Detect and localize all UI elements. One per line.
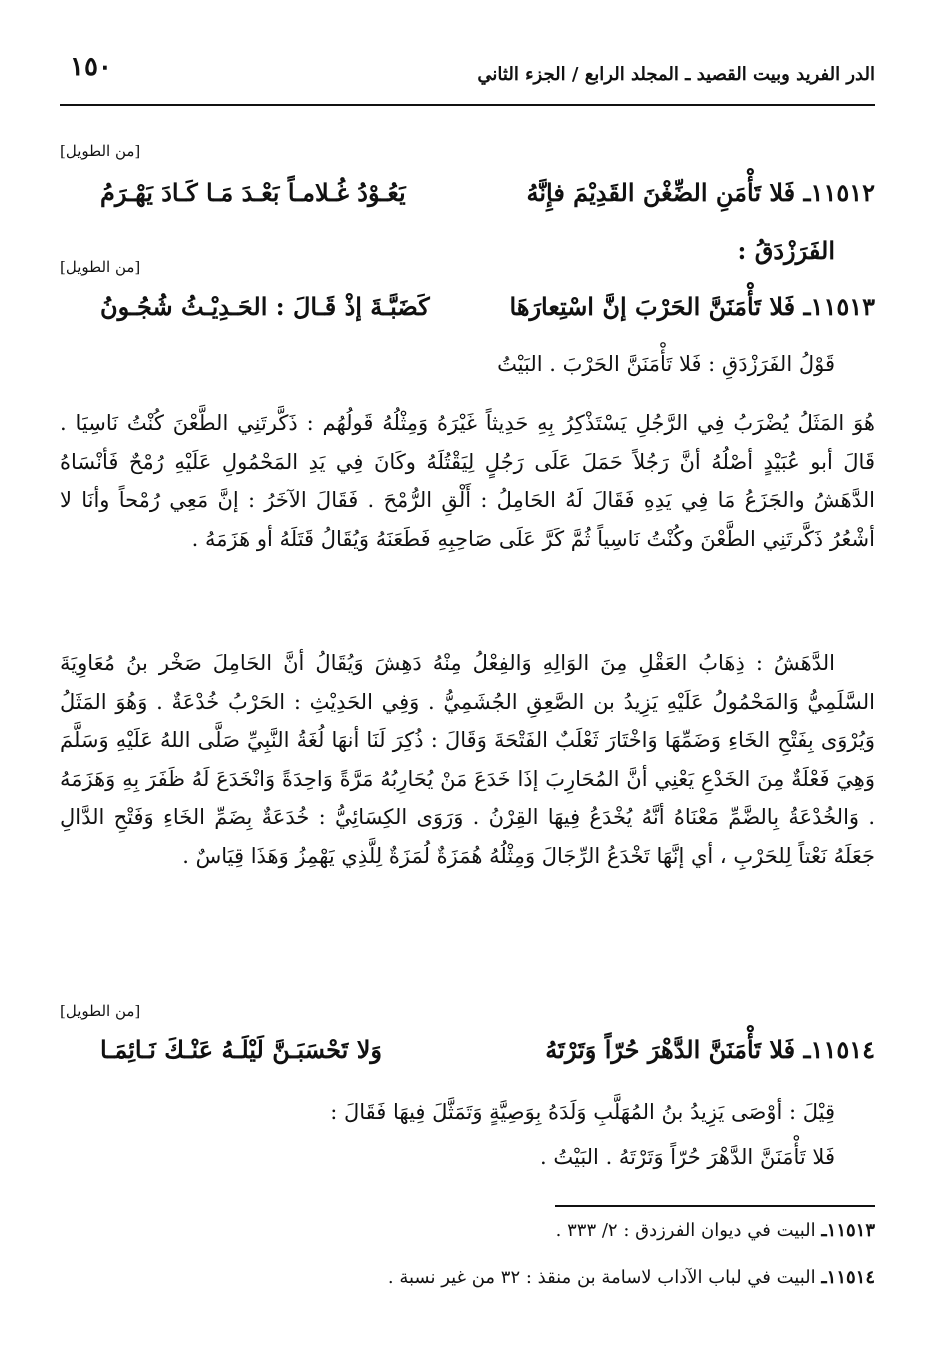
footnote [388, 1267, 875, 1288]
verse-first-hemistich [545, 1035, 875, 1064]
commentary-paragraph: هُوَ المَثَلُ يُضْرَبُ فِي الرَّجُلِ يَسْتَذْكِرُ بِهِ حَدِيثاً غَيْرَهُ وَمِثْلُهُ قَولُهُم : ذَكَّرتَنِي الطَّعْنَ كُنْتُ نَاسِيَا . قَالَ أبو عُبَيْدٍ أصْلُهُ أنَّ رَجُلاً حَمَلَ عَلَى رَجُلٍ لِيَقْتُلَهُ وكَانَ فِي يَدِ المَحْمُولِ عَلَيْهِ رُمْحٌ فَأنْسَاهُ الدَّهَشُ والجَزَعُ مَا فِي يَدِهِ فَقَالَ لَهُ الحَامِلُ : أَلْقِ الرُّمْحَ . فَقَالَ الآخَرُ : إنَّ مَعِي رُمْحاً وأنَا لا أشْعُرُ ذَكَّرتَنِي الطَّعْنَ وكُنْتُ نَاسِياً ثُمَّ كَرَّ عَلَى صَاحِبِهِ فَطَعَنَهُ وَيُقَالُ قَتَلَهُ أو هَزَمَهُ . [60, 411, 875, 551]
verse-first-hemistich [510, 292, 876, 321]
verse-second-hemistich: كَضَبَّـةَ إذْ قَـالَ : الحَـدِيْـثُ شُجُـونُ [100, 292, 430, 321]
page-header [60, 52, 875, 96]
verse-second-hemistich: يَعُـوْدُ غُـلامـاً بَعْـدَ مَـا كَـادَ يَهْـرَمُ [100, 178, 406, 207]
verse-11512 [60, 178, 875, 218]
page-number: ١٥٠ [70, 52, 112, 82]
footnote-text: البيت في ديوان الفرزدق : ٢/ ٣٣٣ . [555, 1220, 816, 1241]
book-page [60, 40, 875, 1330]
verse-second-hemistich: وَلا تَحْسَبَـنَّ لَيْلَـهُ عَنْـكَ نَـائِمَـا [100, 1035, 382, 1064]
commentary-line: فَلا تَأْمَنَنَّ الدَّهْرَ حُرّاً وَتَرْتَهُ . البَيْتُ . [540, 1145, 835, 1169]
verse-first-hemistich [526, 178, 875, 207]
poet-name: الفَرَزْدَقُ : [737, 236, 835, 265]
commentary-intro: قَوْلُ الفَرَزْدَقِ : فَلا تَأْمَنَنَّ الحَرْبَ . البَيْتُ [497, 352, 835, 376]
meter-label: [من الطويل] [60, 1002, 141, 1020]
commentary-paragraph: الدَّهَشُ : ذِهَابُ العَقْلِ مِنَ الوَالِهِ وَالفِعْلُ مِنْهُ دَهِشَ وَيُقَالُ أنَّ الحَامِلَ صَخْر بنُ مُعَاوِيَةَ السَّلَمِيُّ وَالمَحْمُولُ عَلَيْهِ يَزِيدُ بن الصَّعِقِ الجُشَمِيُّ . وَفِي الحَدِيْثِ : الحَرْبُ خُدْعَةٌ . وَهُوَ المَثَلُ وَيُرْوَى بِفَتْحِ الخَاءِ وَضَمِّهَا وَاخْتَارَ ثَعْلَبٌ الفَتْحَةَ وَقَالَ : ذُكِرَ لَنَا أنهَا لُغَةُ النَّبِيِّ صَلَّى اللهُ عَلَيْهِ وَسَلَّمَ وَهِيَ فَعْلَةٌ مِنَ الخَدْعِ يَعْنِي أنَّ المُحَارِبَ إذَا خَدَعَ مَنْ يُحَارِبُهُ مَرَّةً وَاحِدَةً وَانْخَدَعَ لَهُ ظَفَرَ بِهِ وَهَزَمَهُ . وَالخُدْعَةُ بِالضَّمِّ مَعْنَاهُ أنَّهُ يُخْدَعُ فِيهَا القِرْنُ . وَرَوَى الكِسَائِيُّ : خُدَعَةٌ بِضَمِّ الخَاءِ وَفَتْحِ الدَّالِ جَعَلَهُ نَعْتاً لِلحَرْبِ ، أي إنَّهَا تَخْدَعُ الرِّجَالَ وَمِثْلُهُ هُمَزَةٌ لُمَزَةٌ لِلَّذِي يَهْمِزُ وَهَذَا قِيَاسٌ . [60, 651, 875, 868]
verse-number: ١١٥١٢ـ [803, 178, 875, 207]
verse-11513 [60, 292, 875, 332]
running-head: الدر الفريد وبيت القصيد ـ المجلد الرابع / الجزء الثاني [477, 64, 875, 85]
hemistich-text: فَلا تَأْمَنَنَّ الدَّهْرَ حُرّاً وَتَرْتَهُ [545, 1035, 796, 1064]
header-rule [60, 104, 875, 106]
verse-11514 [60, 1035, 875, 1075]
footnote [556, 1220, 875, 1241]
commentary-line: قِيْلَ : أوْصَى يَزِيدُ بنُ المُهَلَّبِ وَلَدَهُ بِوَصِيَّةٍ وَتَمَثَّلَ فِيهَا فَقَالَ : [330, 1100, 835, 1124]
hemistich-text: فَلا تَأْمَنَنَّ الحَرْبَ إنَّ اسْتِعارَهَا [509, 292, 796, 321]
meter-label: [من الطويل] [60, 142, 141, 160]
meter-label: [من الطويل] [60, 258, 141, 276]
footnote-rule [555, 1205, 875, 1207]
footnote-number: ١١٥١٤ـ [821, 1267, 875, 1288]
hemistich-text: فَلا تَأْمَنِ الضِّغْنَ القَدِيْمَ فإِنَّهُ [526, 178, 796, 207]
footnote-text: البيت في لباب الآداب لاسامة بن منقذ : ٣٢ من غير نسبة . [387, 1267, 816, 1288]
footnote-number: ١١٥١٣ـ [821, 1220, 875, 1241]
verse-number: ١١٥١٤ـ [803, 1035, 875, 1064]
verse-number: ١١٥١٣ـ [803, 292, 875, 321]
